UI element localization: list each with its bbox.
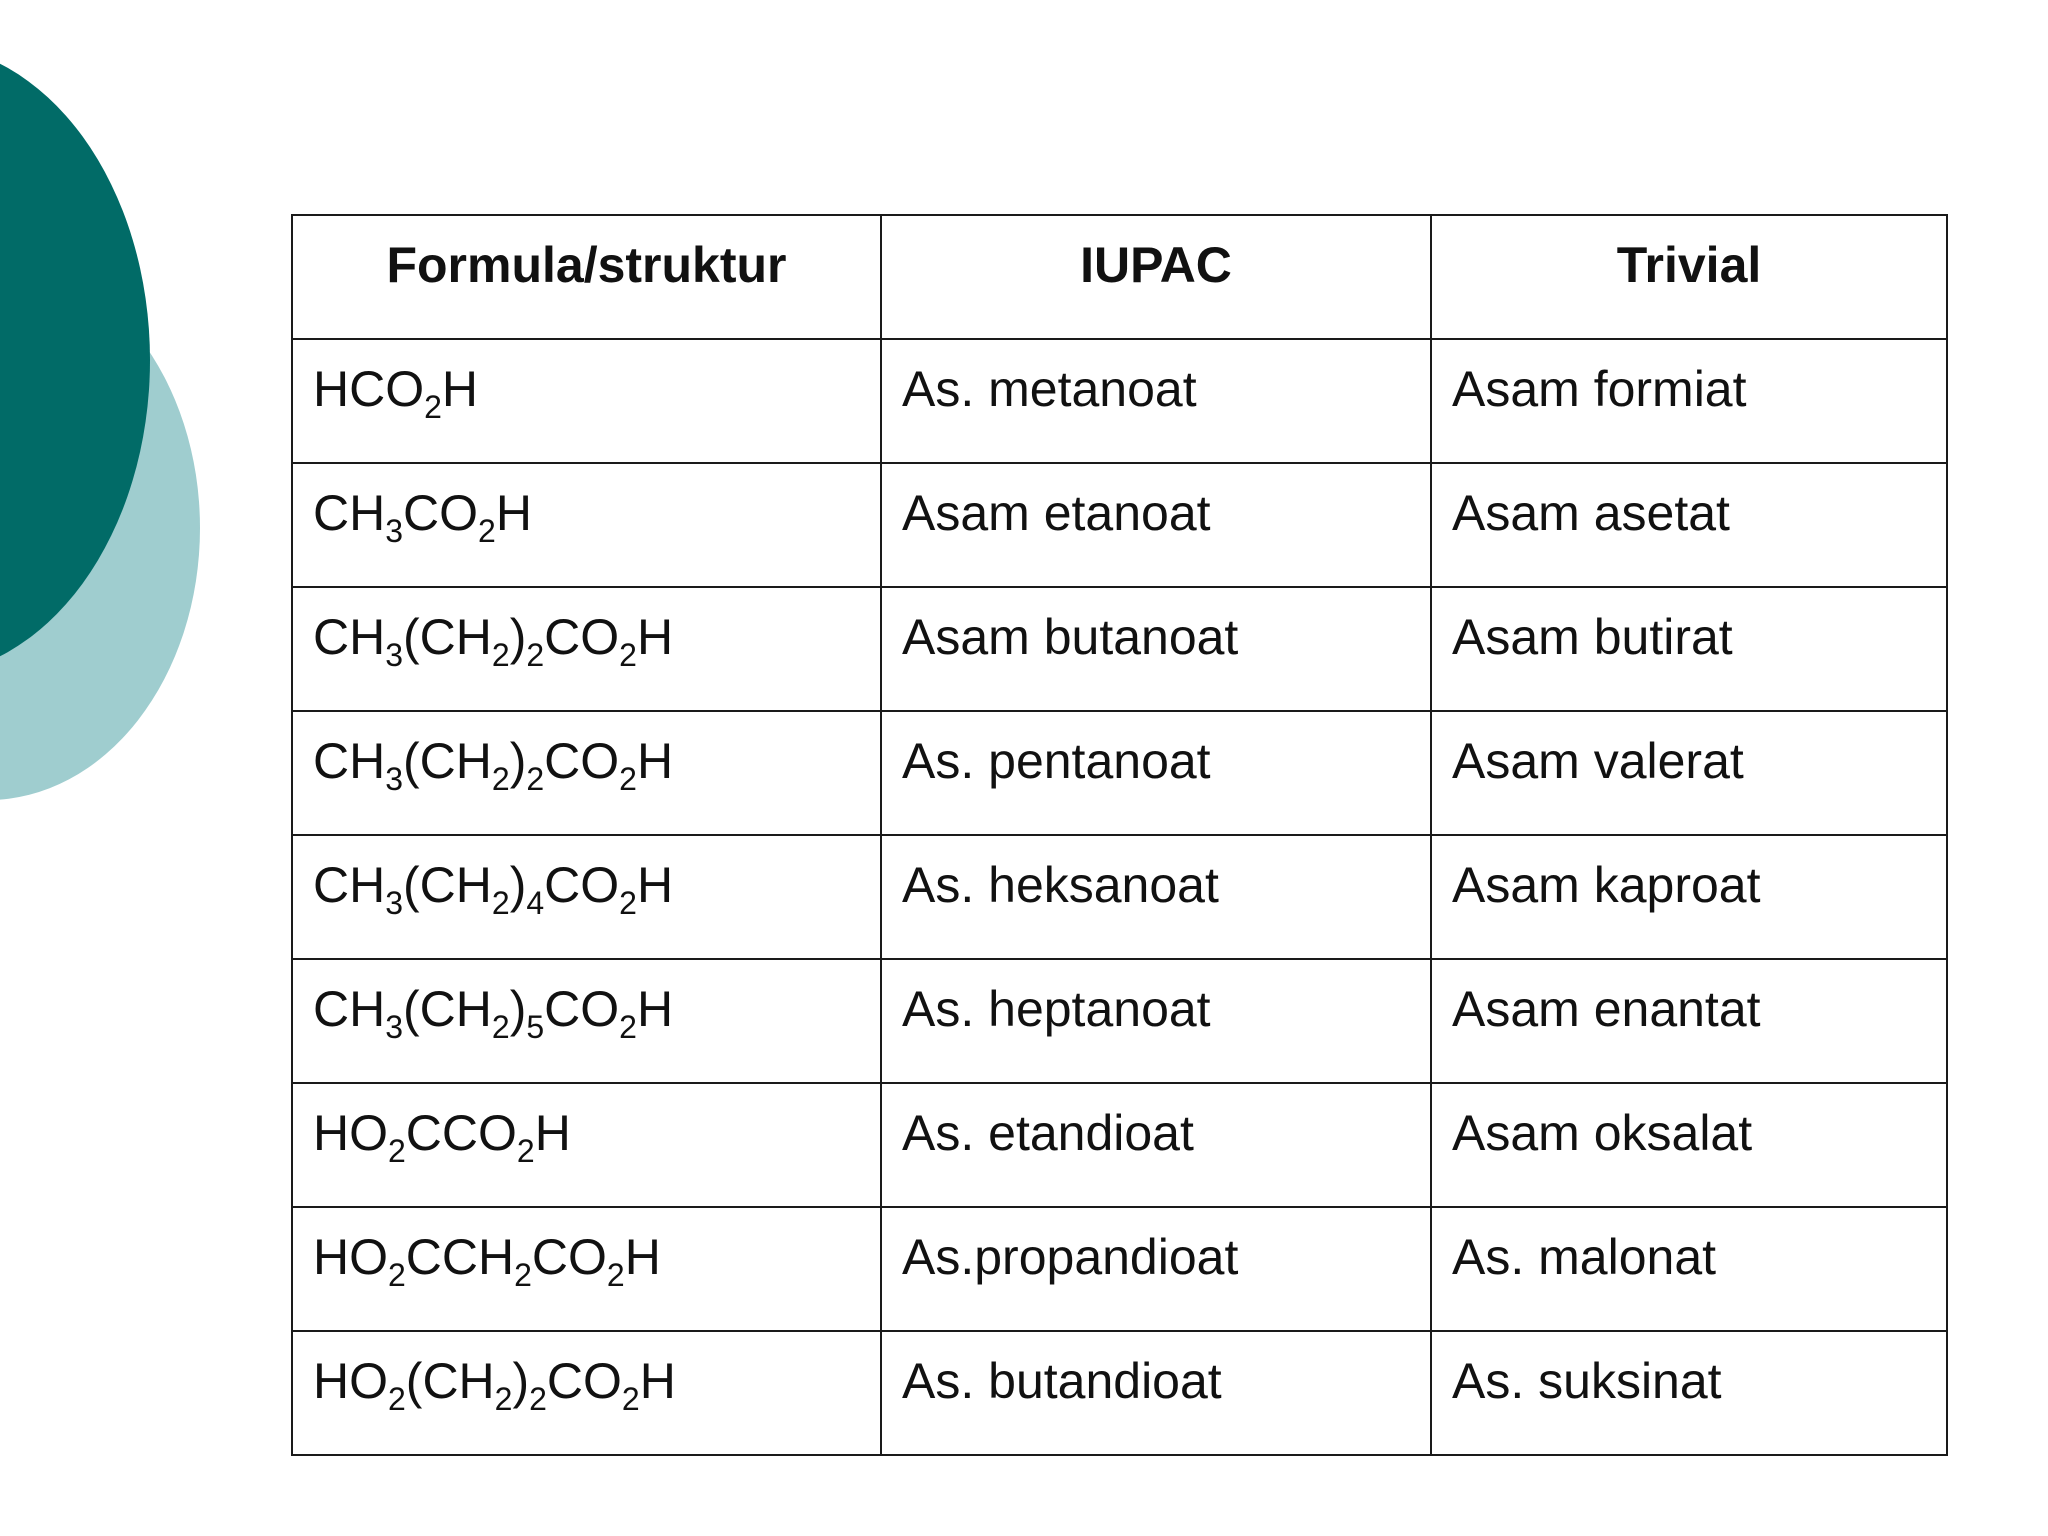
formula-text: CH (313, 857, 386, 913)
formula-text: CH (313, 485, 386, 541)
formula-cell (292, 463, 881, 587)
formula-text: HO (313, 1105, 388, 1161)
formula-subscript: 3 (385, 885, 404, 921)
formula-subscript: 2 (424, 389, 442, 425)
formula-subscript: 2 (619, 1009, 637, 1045)
formula-cell (292, 339, 881, 463)
formula-text: CO (403, 485, 479, 541)
formula-subscript: 2 (388, 1133, 406, 1169)
table-row (292, 1331, 1947, 1455)
formula-text: H (636, 981, 674, 1037)
formula-subscript: 2 (388, 1381, 406, 1417)
trivial-name-cell: Asam oksalat (1431, 1083, 1947, 1207)
formula-text: CCH (405, 1229, 515, 1285)
iupac-name-cell: As. heptanoat (881, 959, 1431, 1083)
iupac-name-cell: As. butandioat (881, 1331, 1431, 1455)
formula-text: CCO (405, 1105, 517, 1161)
formula-subscript: 2 (478, 513, 496, 549)
trivial-name-cell: Asam valerat (1431, 711, 1947, 835)
formula-cell (292, 1207, 881, 1331)
formula-text: CH (313, 733, 386, 789)
formula-text: HO (313, 1353, 388, 1409)
formula-subscript: 3 (385, 513, 404, 549)
formula-cell (292, 959, 881, 1083)
formula-text: CO (544, 981, 620, 1037)
formula-subscript: 2 (491, 1009, 510, 1045)
formula-cell (292, 835, 881, 959)
formula-subscript: 3 (385, 637, 404, 673)
formula-text: (CH (403, 857, 492, 913)
trivial-name-cell: Asam butirat (1431, 587, 1947, 711)
carboxylic-acid-names-table (291, 214, 1948, 1456)
formula-subscript: 4 (526, 885, 545, 921)
formula-subscript: 2 (619, 761, 637, 797)
formula-text: H (639, 1353, 676, 1409)
iupac-name-cell: As. heksanoat (881, 835, 1431, 959)
trivial-name-cell: Asam kaproat (1431, 835, 1947, 959)
iupac-name-cell: Asam butanoat (881, 587, 1431, 711)
formula-cell (292, 587, 881, 711)
trivial-name-cell: Asam enantat (1431, 959, 1947, 1083)
table-row (292, 835, 1947, 959)
trivial-name-cell: Asam formiat (1431, 339, 1947, 463)
formula-subscript: 2 (388, 1257, 406, 1293)
table-header-row (292, 215, 1947, 339)
formula-text: ) (509, 733, 527, 789)
trivial-name-cell: As. suksinat (1431, 1331, 1947, 1455)
formula-cell (292, 1083, 881, 1207)
iupac-name-cell: As.propandioat (881, 1207, 1431, 1331)
formula-text: H (624, 1229, 661, 1285)
formula-text: (CH (403, 981, 492, 1037)
table-row (292, 587, 1947, 711)
formula-cell (292, 711, 881, 835)
formula-text: CO (544, 609, 620, 665)
iupac-name-cell: As. metanoat (881, 339, 1431, 463)
formula-subscript: 2 (494, 1381, 513, 1417)
formula-subscript: 2 (619, 885, 637, 921)
formula-subscript: 2 (619, 637, 637, 673)
formula-text: (CH (403, 609, 492, 665)
formula-text: ) (509, 981, 527, 1037)
formula-subscript: 2 (514, 1257, 532, 1293)
table-row (292, 463, 1947, 587)
formula-text: ) (512, 1353, 530, 1409)
formula-subscript: 2 (491, 761, 510, 797)
formula-text: H (441, 361, 479, 417)
formula-text: HCO (313, 361, 425, 417)
formula-subscript: 2 (621, 1381, 640, 1417)
table-row (292, 1083, 1947, 1207)
table-row (292, 711, 1947, 835)
iupac-name-cell: Asam etanoat (881, 463, 1431, 587)
formula-text: CO (531, 1229, 607, 1285)
formula-text: H (636, 857, 674, 913)
formula-text: H (636, 609, 674, 665)
formula-subscript: 3 (385, 1009, 404, 1045)
formula-cell (292, 1331, 881, 1455)
table-row (292, 1207, 1947, 1331)
iupac-name-cell: As. pentanoat (881, 711, 1431, 835)
trivial-name-cell: As. malonat (1431, 1207, 1947, 1331)
header-trivial: Trivial (1431, 215, 1947, 339)
trivial-name-cell: Asam asetat (1431, 463, 1947, 587)
formula-subscript: 3 (385, 761, 404, 797)
formula-subscript: 2 (526, 637, 545, 673)
formula-text: (CH (403, 733, 492, 789)
formula-text: ) (509, 609, 527, 665)
formula-text: H (495, 485, 532, 541)
header-iupac: IUPAC (881, 215, 1431, 339)
formula-subscript: 2 (529, 1381, 547, 1417)
formula-text: (CH (405, 1353, 495, 1409)
formula-subscript: 5 (526, 1009, 545, 1045)
table-row (292, 959, 1947, 1083)
formula-text: H (534, 1105, 571, 1161)
formula-text: H (636, 733, 674, 789)
formula-text: CO (544, 857, 620, 913)
formula-subscript: 2 (526, 761, 545, 797)
header-formula: Formula/struktur (292, 215, 881, 339)
formula-text: HO (313, 1229, 388, 1285)
formula-subscript: 2 (606, 1257, 625, 1293)
formula-text: CH (313, 981, 386, 1037)
formula-text: ) (509, 857, 527, 913)
formula-text: CO (544, 733, 620, 789)
table-row (292, 339, 1947, 463)
iupac-name-cell: As. etandioat (881, 1083, 1431, 1207)
formula-text: CH (313, 609, 386, 665)
formula-text: CO (546, 1353, 622, 1409)
formula-subscript: 2 (491, 885, 510, 921)
formula-subscript: 2 (516, 1133, 535, 1169)
formula-subscript: 2 (491, 637, 510, 673)
